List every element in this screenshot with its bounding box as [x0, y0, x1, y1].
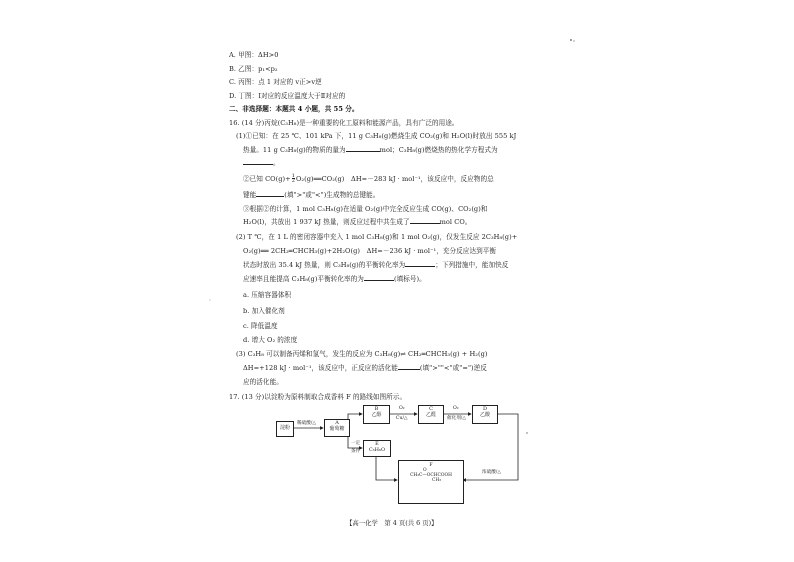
label-catalyst: 催化剂/△: [447, 416, 466, 421]
label-o2-second: O₂: [453, 406, 459, 411]
node-f-methyl: CH₃: [432, 478, 441, 483]
node-b-letter: B: [374, 406, 379, 412]
q16-p3-line2a: ΔH=+128 kJ · mol⁻¹，该反应中，正反应的活化能: [243, 364, 398, 372]
q16-p1-line2a: 热量。11 g C₃H₈(g)的物质的量为: [243, 146, 346, 154]
q16-p3-line2b: (填">""<"或"=")逆反: [419, 364, 487, 372]
choice-d: d. 增大 O₂ 的浓度: [243, 336, 298, 344]
fraction-denominator: 2: [291, 178, 295, 185]
q16-p1-line5b: (填">"或"<")生成物的总键能。: [284, 191, 380, 199]
option-a: A. 甲图：ΔH>0: [229, 51, 279, 59]
choice-b: b. 加入催化剂: [243, 307, 285, 315]
label-esterify: 浓硫酸/△: [482, 470, 501, 475]
node-c-letter: C: [429, 406, 433, 412]
q16-p1-line7b: mol CO。: [439, 218, 472, 226]
node-c-name: 乙醛: [425, 412, 436, 418]
node-f-formula: CH₃C—OCHCOOH: [410, 473, 452, 478]
page-footer: 【高一化学 第 4 页(共 6 页)】: [346, 519, 438, 527]
node-a-letter: A: [335, 420, 339, 426]
q16-p1-line4a: ②已知 CO(g)+: [243, 174, 291, 183]
q16-p2-line4b: (填标号)。: [393, 275, 426, 283]
node-e-letter: E: [375, 441, 379, 447]
label-condition-top: 一定: [351, 441, 361, 446]
q16-p1-line6: ③根据②的计算，1 mol C₃H₈(g)在适量 O₂(g)中完全反应生成 CO(g)、CO₂(g)和: [243, 205, 488, 213]
label-cu-heat: Cu/△: [396, 416, 408, 421]
q16-p1-line5a: 键能: [243, 191, 257, 199]
section-title: 二、非选择题：本题共 4 小题，共 55 分。: [229, 105, 359, 113]
q16-p2-line3a: 状态时放出 35.4 kJ 热量，则 C₃H₈(g)的平衡转化率为: [243, 261, 406, 269]
q17-intro: 17. (13 分)以淀粉为原料制取合成香料 F 的路线如图所示。: [229, 393, 407, 401]
node-f-letter: F: [429, 462, 433, 468]
option-b: B. 乙图：p₁<p₂: [229, 65, 278, 73]
node-f-carbonyl-o: O: [423, 468, 427, 473]
q16-p2-line4a: 应速率且能提高 C₃H₈(g)平衡转化率的为: [243, 275, 364, 283]
q16-p2-line3b: ；下列措施中，能加快反: [435, 261, 509, 269]
q16-p2-line1: (2) T ℃，在 1 L 的密闭容器中充入 1 mol C₃H₈(g)和 1 mol O₂(g)，仅发生反应 2C₃H₈(g)+: [236, 233, 518, 241]
fraction-numerator: 1: [291, 173, 295, 179]
label-condition-bottom: 条件: [351, 449, 361, 454]
node-d-name: 乙酸: [479, 412, 490, 418]
q16-p2-line2: O₂(g)══ 2CH₂═CHCH₃(g)+2H₂O(g) ΔH=－236 kJ · mol⁻¹，充分反应达到平衡: [243, 247, 497, 255]
node-starch: 淀粉: [276, 421, 294, 437]
q16-p1-line3-end: 。: [273, 159, 280, 167]
choice-c: c. 降低温度: [243, 322, 278, 330]
node-b-name: 乙醇: [371, 412, 382, 418]
label-o2-first: O₂: [399, 406, 405, 411]
node-a-name: 葡萄糖: [329, 426, 345, 432]
q16-p1-line7a: H₂O(l)，共放出 1 937 kJ 热量，则反应过程中共生成了: [243, 218, 410, 226]
label-hydrolysis: 稀硫酸/△: [297, 421, 316, 426]
q16-p1-line2b: mol；C₃H₈(g)燃烧热的热化学方程式为: [379, 146, 498, 154]
choice-a: a. 压缩容器体积: [243, 291, 292, 299]
node-e-name: C₃H₆O: [368, 447, 386, 453]
option-c: C. 丙图：点 1 对应的 v正>v逆: [229, 78, 322, 86]
q16-p1-line4b: O₂(g)══CO₂(g) ΔH=－283 kJ · mol⁻¹，该反应中，反应物的总: [295, 174, 494, 183]
q16-p3-line1: (3) C₃H₈ 可以制备丙烯和氢气，发生的反应为 C₃H₈(g)⇌ CH₂═CHCH₃(g) + H₂(g): [236, 350, 488, 358]
node-d-letter: D: [482, 406, 487, 412]
option-d: D. 丁图：Ⅰ对应的反应温度大于Ⅱ对应的: [229, 92, 346, 100]
q16-p3-line3: 应的活化能。: [243, 378, 283, 386]
q16-intro: 16. (14 分)丙烷(C₃H₈)是一种重要的化工原料和能源产品，具有广泛的用途。: [229, 119, 459, 127]
q16-p1-line1: (1)①已知：在 25 ℃、101 kPa 下，11 g C₃H₈(g)燃烧生成 CO₂(g)和 H₂O(l)时放出 555 kJ: [236, 132, 517, 140]
